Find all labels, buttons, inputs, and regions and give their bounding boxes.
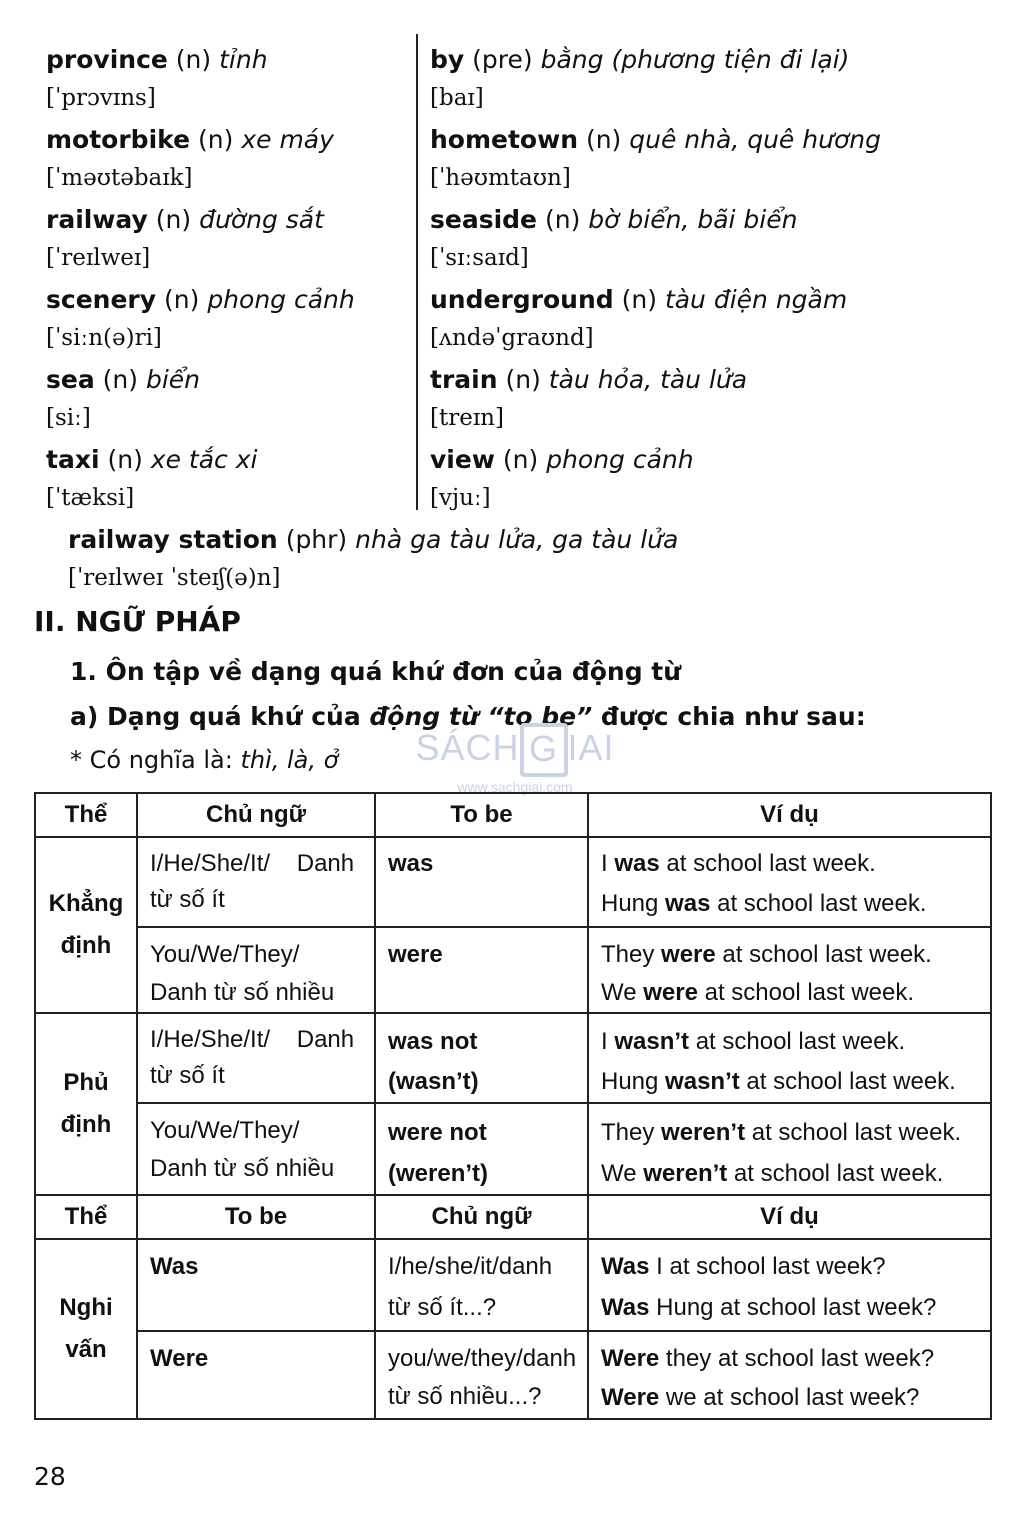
note-italic-text: thì, là, ở <box>240 746 339 774</box>
grammar-table <box>34 792 992 1420</box>
vocab-word: sea <box>46 365 95 394</box>
vocab-word: scenery <box>46 285 157 314</box>
example-verb: wasn’t <box>614 1028 690 1055</box>
header-cell: Thể <box>35 793 137 837</box>
vocab-word: railway station <box>68 525 278 554</box>
example-text: at school last week. <box>739 1068 956 1095</box>
subsection-title: 1. Ôn tập về dạng quá khứ đơn của động từ <box>70 657 682 686</box>
vocab-meaning: tàu điện ngầm <box>664 285 848 314</box>
example-line <box>601 1062 978 1102</box>
example-line <box>601 846 978 882</box>
vocab-meaning: quê nhà, quê hương <box>629 125 881 154</box>
example-line <box>601 1378 978 1418</box>
watermark-g-mark: G <box>520 723 568 777</box>
vocab-ipa: [vjuː] <box>430 485 491 511</box>
vocab-column-right <box>430 40 900 520</box>
example-line <box>601 974 978 1012</box>
vocab-meaning: phong cảnh <box>546 445 694 474</box>
vocab-pos: (n) <box>544 205 581 234</box>
vocab-pos: (n) <box>107 445 143 474</box>
vocab-ipa: [treɪn] <box>430 405 504 431</box>
tobe-cell <box>137 1331 375 1419</box>
vocab-entry <box>430 360 900 440</box>
example-text: at school last week. <box>745 1119 962 1146</box>
vocab-meaning: xe máy <box>241 125 334 154</box>
vocab-pos: (pre) <box>472 45 533 74</box>
vocab-word: taxi <box>46 445 100 474</box>
vocab-meaning: xe tắc xi <box>150 445 258 474</box>
tobe-text: (weren’t) <box>388 1160 489 1187</box>
example-verb: weren’t <box>643 1160 728 1187</box>
vocab-word: province <box>46 45 168 74</box>
vocab-meaning: nhà ga tàu lửa, ga tàu lửa <box>355 525 679 554</box>
vocab-meaning: tàu hỏa, tàu lửa <box>548 365 748 394</box>
vocab-word: railway <box>46 205 148 234</box>
vocab-pos: (n) <box>502 445 539 474</box>
form-cell-negative <box>35 1013 137 1195</box>
header-cell: Ví dụ <box>588 793 991 837</box>
example-text: We <box>601 979 644 1006</box>
example-verb: Were <box>601 1345 660 1372</box>
subject-text: Danh từ số nhiều <box>150 979 335 1006</box>
note-text: * Có nghĩa là: <box>70 746 241 774</box>
vocab-meaning: bằng (phương tiện đi lại) <box>540 45 850 74</box>
subject-text: You/We/They/ <box>150 941 300 968</box>
form-label: Khẳng <box>48 890 124 917</box>
tobe-text: Was <box>150 1253 199 1280</box>
tobe-text: (wasn’t) <box>388 1068 479 1095</box>
section-title: II. NGỮ PHÁP <box>34 605 241 638</box>
form-label: vấn <box>65 1336 107 1363</box>
example-line <box>601 1340 978 1378</box>
example-text: I at school last week? <box>649 1253 886 1280</box>
vocab-pos: (n) <box>505 365 541 394</box>
example-line <box>601 936 978 974</box>
example-text: I <box>601 850 615 877</box>
subject-text: You/We/They/ <box>150 1117 300 1144</box>
table-row <box>35 1239 991 1331</box>
subject-text: từ số ít <box>150 1062 225 1089</box>
watermark-text: SÁCH <box>415 727 520 768</box>
subject-cell <box>137 837 375 927</box>
form-label: Nghi <box>59 1294 113 1321</box>
vocab-ipa: [ˈtæksi] <box>46 485 135 511</box>
example-text: They <box>601 1119 662 1146</box>
example-text: Hung at school last week? <box>649 1294 937 1321</box>
subject-text: từ số nhiều...? <box>388 1383 542 1410</box>
example-line <box>601 882 978 926</box>
example-verb: Were <box>601 1384 660 1411</box>
vocab-ipa: [ˈsiːn(ə)ri] <box>46 325 162 351</box>
example-verb: was <box>665 890 711 917</box>
meaning-note <box>70 746 338 774</box>
example-verb: Was <box>601 1253 650 1280</box>
example-verb: wasn’t <box>665 1068 740 1095</box>
vocab-ipa: [ˈprɔvɪns] <box>46 85 156 111</box>
example-line <box>601 1112 978 1154</box>
vocab-pos: (n) <box>155 205 192 234</box>
vocab-pos: (n) <box>175 45 212 74</box>
vocab-word: train <box>430 365 498 394</box>
form-cell-question <box>35 1239 137 1419</box>
vocab-ipa: [ˈməʊtəbaɪk] <box>46 165 193 191</box>
example-text: they at school last week? <box>659 1345 935 1372</box>
example-text: at school last week. <box>710 890 927 917</box>
tobe-text: was <box>388 850 434 877</box>
subject-cell <box>137 1103 375 1195</box>
header-cell: To be <box>137 1195 375 1239</box>
vocab-word: motorbike <box>46 125 191 154</box>
subject-text: từ số ít <box>150 886 225 913</box>
example-cell <box>588 1331 991 1419</box>
page-number: 28 <box>34 1462 66 1491</box>
example-cell <box>588 1013 991 1103</box>
example-text: Hung <box>601 890 666 917</box>
vocab-word: view <box>430 445 495 474</box>
header-cell: Ví dụ <box>588 1195 991 1239</box>
tobe-cell <box>375 1013 588 1103</box>
form-label: định <box>60 1111 112 1138</box>
example-text: at school last week. <box>697 979 915 1006</box>
example-text: Hung <box>601 1068 666 1095</box>
header-cell: Chủ ngữ <box>375 1195 588 1239</box>
tobe-cell <box>375 927 588 1013</box>
vocab-pos: (n) <box>102 365 139 394</box>
subject-cell <box>137 927 375 1013</box>
subject-cell <box>137 1013 375 1103</box>
tobe-text: was not <box>388 1028 478 1055</box>
example-cell <box>588 1239 991 1331</box>
example-text: at school last week. <box>659 850 876 877</box>
header-cell: Chủ ngữ <box>137 793 375 837</box>
vocab-ipa: [ˈreɪlweɪ ˈsteɪʃ(ə)n] <box>68 565 281 591</box>
vocab-word: by <box>430 45 465 74</box>
vocab-meaning: biển <box>145 365 201 394</box>
table-header-row <box>35 793 991 837</box>
vocab-word: underground <box>430 285 614 314</box>
vocabulary-list <box>46 40 986 520</box>
table-row <box>35 1103 991 1195</box>
vocab-entry <box>430 120 900 200</box>
vocab-word: seaside <box>430 205 538 234</box>
vocab-ipa: [baɪ] <box>430 85 484 111</box>
vocab-ipa: [ˈsɪːsaɪd] <box>430 245 529 271</box>
header-cell: Thể <box>35 1195 137 1239</box>
example-verb: weren’t <box>661 1119 746 1146</box>
vocab-meaning: tỉnh <box>219 45 268 74</box>
example-line <box>601 1286 978 1330</box>
vocab-ipa: [siː] <box>46 405 91 431</box>
example-line <box>601 1248 978 1286</box>
vocab-word: hometown <box>430 125 578 154</box>
table-row <box>35 837 991 927</box>
vocab-pos: (n) <box>164 285 200 314</box>
form-label: Phủ <box>63 1069 109 1096</box>
example-text: at school last week. <box>727 1160 944 1187</box>
subject-text: I/He/She/It/ Danh <box>150 850 355 877</box>
table-row <box>35 1013 991 1103</box>
example-text: at school last week. <box>689 1028 906 1055</box>
watermark-url: www.sachgiai.com <box>457 779 573 796</box>
subject-text: you/we/they/danh <box>388 1345 577 1372</box>
vocab-meaning: phong cảnh <box>207 285 355 314</box>
example-cell <box>588 927 991 1013</box>
subject-cell <box>375 1239 588 1331</box>
form-label: định <box>60 932 112 959</box>
example-text: we at school last week? <box>659 1384 920 1411</box>
example-text: at school last week. <box>715 941 932 968</box>
table-header-row <box>35 1195 991 1239</box>
heading-italic-text: động từ “to be” <box>369 702 593 731</box>
example-cell <box>588 1103 991 1195</box>
vocab-ipa: [ʌndəˈgraʊnd] <box>430 325 594 351</box>
subject-cell <box>375 1331 588 1419</box>
header-cell: To be <box>375 793 588 837</box>
example-verb: were <box>643 979 698 1006</box>
example-line <box>601 1154 978 1194</box>
example-verb: was <box>614 850 660 877</box>
table-row <box>35 1331 991 1419</box>
vocab-meaning: bờ biển, bãi biển <box>588 205 798 234</box>
vocab-pos: (phr) <box>285 525 348 554</box>
example-text: We <box>601 1160 644 1187</box>
table-row <box>35 927 991 1013</box>
vocab-pos: (n) <box>585 125 622 154</box>
vocab-entry <box>430 200 900 280</box>
vocab-entry <box>430 40 900 120</box>
example-line <box>601 1022 978 1062</box>
subject-text: I/He/She/It/ Danh <box>150 1026 355 1053</box>
subject-text: I/he/she/it/danh <box>388 1253 553 1280</box>
heading-text: a) Dạng quá khứ của <box>70 702 370 731</box>
subject-text: Danh từ số nhiều <box>150 1155 335 1182</box>
vocab-entry <box>430 440 900 520</box>
watermark-text: IAI <box>567 727 615 768</box>
example-cell <box>588 837 991 927</box>
vocab-pos: (n) <box>621 285 657 314</box>
vocab-entry-extra <box>68 520 678 596</box>
tobe-cell <box>375 1103 588 1195</box>
tobe-text: were <box>388 941 443 968</box>
vocab-entry <box>430 280 900 360</box>
vocab-pos: (n) <box>198 125 234 154</box>
example-text: I <box>601 1028 615 1055</box>
example-text: They <box>601 941 662 968</box>
tobe-cell <box>137 1239 375 1331</box>
vocab-ipa: [ˈreɪlweɪ] <box>46 245 151 271</box>
vocab-meaning: đường sắt <box>199 205 324 234</box>
tobe-text: Were <box>150 1345 209 1372</box>
example-verb: Was <box>601 1294 650 1321</box>
form-cell-affirmative <box>35 837 137 1013</box>
heading-text: được chia như sau: <box>592 702 866 731</box>
subject-text: từ số ít...? <box>388 1294 497 1321</box>
tobe-text: were not <box>388 1119 487 1146</box>
example-verb: were <box>661 941 716 968</box>
tobe-cell <box>375 837 588 927</box>
vocab-ipa: [ˈhəʊmtaʊn] <box>430 165 571 191</box>
